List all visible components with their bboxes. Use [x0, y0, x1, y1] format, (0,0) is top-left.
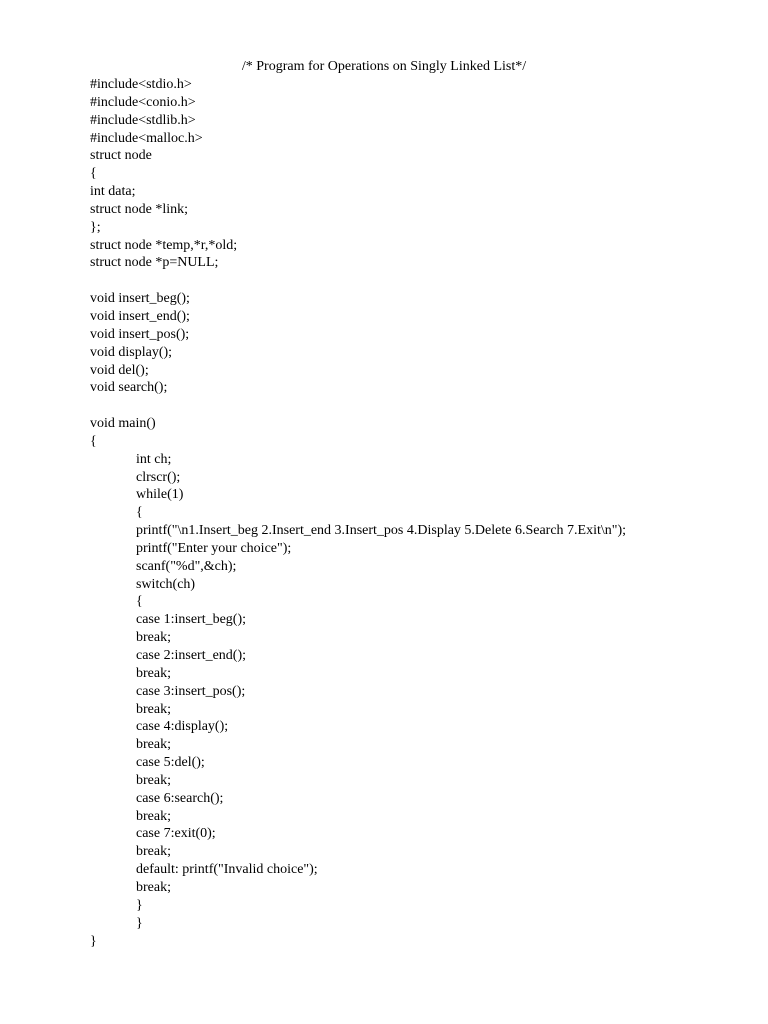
code-line: void insert_end(); — [90, 308, 190, 324]
code-line: break; — [136, 701, 171, 717]
code-line: int ch; — [136, 451, 172, 467]
code-line: void insert_beg(); — [90, 291, 190, 307]
code-line: { — [136, 505, 143, 521]
code-line: printf("\n1.Insert_beg 2.Insert_end 3.Insert_pos 4.Display 5.Delete 6.Search 7.Exit\n"); — [136, 523, 627, 539]
code-line: case 2:insert_end(); — [136, 648, 247, 663]
code-line: }; — [90, 219, 101, 235]
code-line: #include<stdio.h> — [90, 77, 192, 92]
code-line: void del(); — [90, 362, 149, 378]
code-line: int data; — [90, 184, 136, 200]
code-line — [90, 397, 750, 415]
code-line: #include<malloc.h> — [90, 130, 203, 146]
code-line: { — [136, 594, 143, 610]
code-line: struct node *temp,*r,*old; — [90, 237, 238, 253]
code-line: default: printf("Invalid choice"); — [136, 862, 318, 878]
code-line: { — [90, 166, 97, 182]
code-line: switch(ch) — [136, 576, 196, 592]
code-line: while(1) — [136, 487, 184, 503]
code-line: void search(); — [90, 380, 168, 396]
code-line: case 6:search(); — [136, 790, 224, 806]
code-line: void display(); — [90, 344, 173, 360]
code-line: struct node *p=NULL; — [90, 255, 219, 271]
code-line: break; — [136, 808, 171, 824]
code-line: break; — [136, 772, 171, 788]
code-line: case 7:exit(0); — [136, 826, 216, 842]
code-line: struct node — [90, 148, 152, 164]
code-line: { — [90, 433, 97, 449]
code-line: case 1:insert_beg(); — [136, 612, 247, 628]
code-line: break; — [136, 665, 171, 681]
code-line: printf("Enter your choice"); — [136, 540, 292, 556]
code-line: case 3:insert_pos(); — [136, 683, 246, 699]
code-line: break; — [136, 737, 171, 753]
code-line: struct node *link; — [90, 201, 188, 217]
code-line: void insert_pos(); — [90, 326, 190, 342]
code-line: case 5:del(); — [136, 755, 205, 771]
code-line: break; — [136, 844, 171, 860]
code-line: case 4:display(); — [136, 719, 229, 735]
code-line: void main() — [90, 416, 156, 432]
code-line: #include<stdlib.h> — [90, 112, 196, 128]
code-line: } — [136, 915, 143, 931]
code-line: } — [136, 897, 143, 913]
code-line: } — [90, 933, 97, 949]
document-title: /* Program for Operations on Singly Linked List*/ — [241, 59, 527, 74]
code-line — [90, 272, 750, 290]
code-line: scanf("%d",&ch); — [136, 558, 237, 574]
code-listing — [90, 76, 750, 950]
code-line: #include<conio.h> — [90, 94, 196, 110]
code-line: clrscr(); — [136, 469, 181, 485]
code-line: break; — [136, 630, 171, 646]
code-line: break; — [136, 879, 171, 895]
